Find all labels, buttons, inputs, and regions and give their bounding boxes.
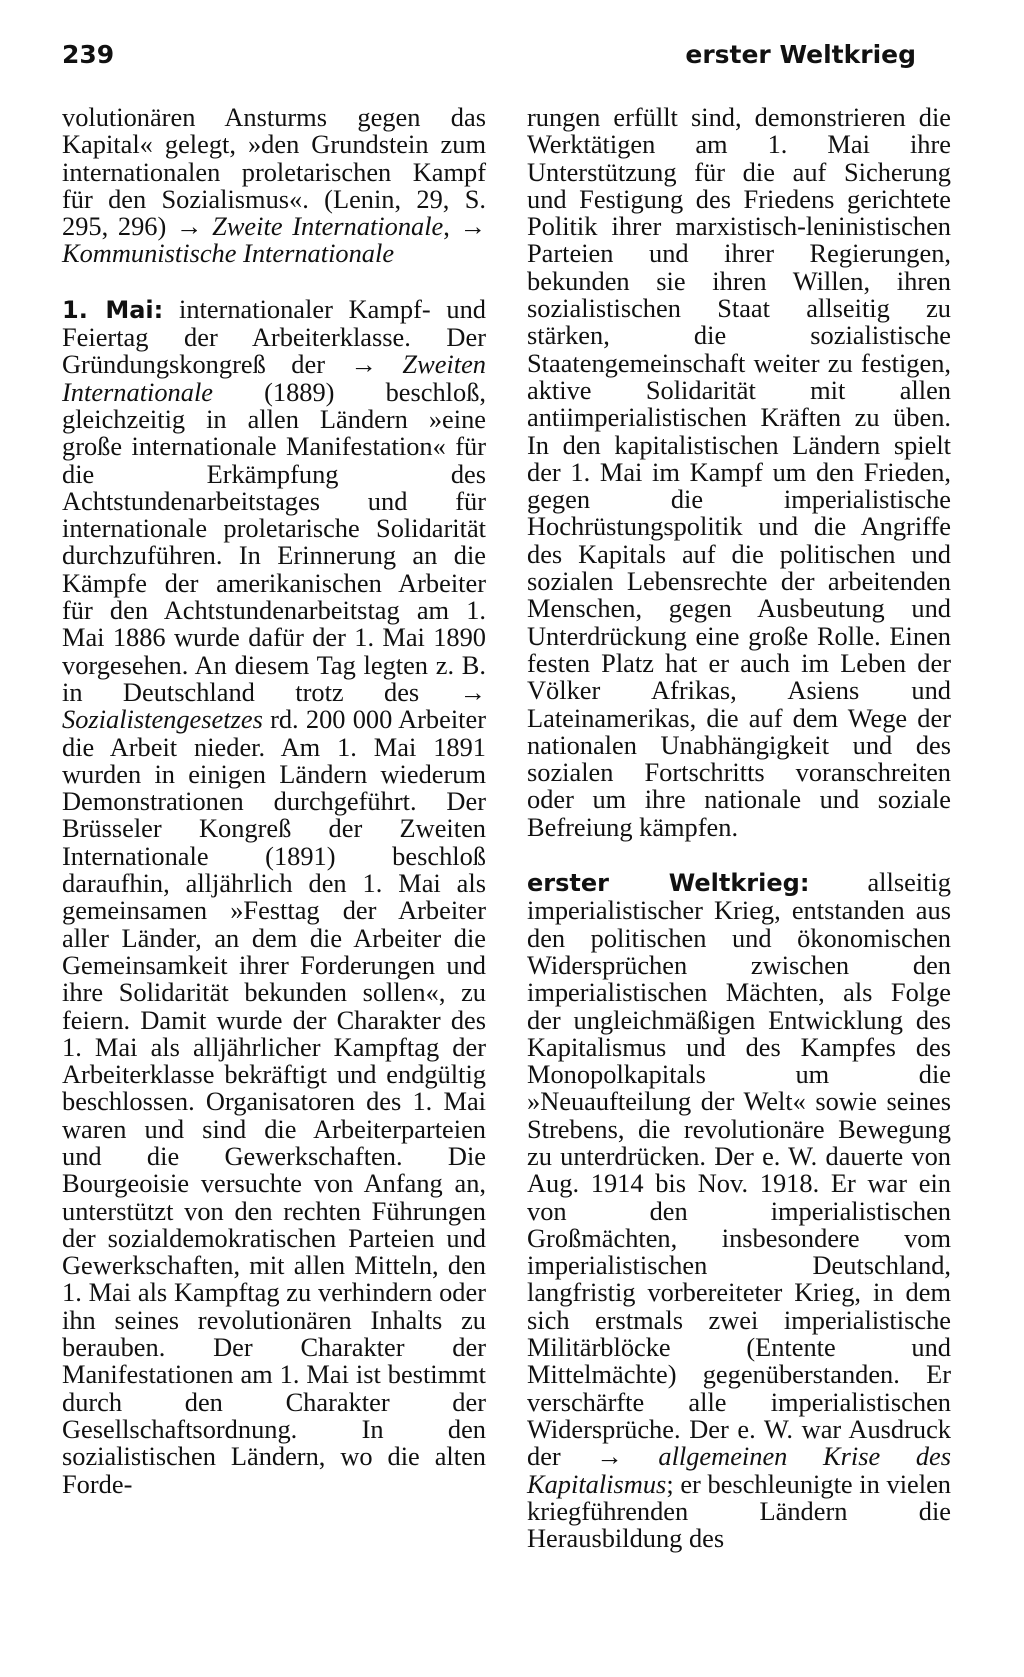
continuation-paragraph: rungen erfüllt sind, demonstrieren die Werktätigen am 1. Mai ihre Unterstützung für die auf Sicherung und Festigung des Friedens gerichtete Politik ihrer marxistisch-leninistischen Parteien und ihrer Regierungen, bekunden sie ihren Willen, ihren sozialistischen Staat allseitig zu stärken, die sozialistische Staatengemeinschaft weiter zu festigen, aktive Solidarität mit allen antiimperialistischen Kräften zu üben. In den kapitalistischen Ländern spielt der 1. Mai im Kampf um den Frieden, gegen die imperialistische Hochrüstungspolitik und die Angriffe des Kapitals auf die politischen und sozialen Lebensrechte der arbeitenden Menschen, gegen Ausbeutung und Unterdrückung eine große Rolle. Einen festen Platz hat er auch im Leben der Völker Afrikas, Asiens und Lateinamerikas, die auf dem Wege der nationalen Unabhängigkeit und des sozialen Fortschritts voranschreiten oder um ihre nationale und soziale Befreiung kämpfen. bbox=[527, 102, 951, 842]
entry-lemma: erster Weltkrieg: bbox=[527, 869, 810, 898]
cross-reference: → allgemeinen Krise des Kapitalismus bbox=[527, 1441, 951, 1499]
entry-lemma: 1. Mai: bbox=[62, 295, 164, 324]
cross-reference: → Kommunistische Internationale bbox=[62, 211, 486, 269]
body-text: ; er beschleunigte in vielen kriegführenden Ländern die Herausbildung des bbox=[527, 1468, 951, 1554]
body-text: allseitig imperialistischer Krieg, entstanden aus den politischen und ökonomischen Widersprüchen zwischen den imperialistischen Mächten, als Folge der ungleichmäßigen Entwicklung des Kapitalismus und des Kampfes des Monopolkapitals um die »Neuaufteilung der Welt« sowie seines Strebens, die revolutionäre Bewegung zu unterdrücken. Der e. W. dauerte von Aug. 1914 bis Nov. 1918. Er war ein von den imperialistischen Großmächten, insbesondere vom imperialistischen Deutschland, langfristig vorbereiteter Krieg, in dem sich erstmals zwei imperialistische Militärblöcke (Entente und Mittelmächte) gegenüberstanden. Er verschärfte alle imperialistischen Widersprüche. Der e. W. war Ausdruck der bbox=[527, 867, 952, 1472]
body-text: volutionären Ansturms gegen das Kapital« gelegt, »den Grundstein zum internationalen proletarischen Kampf für den Sozialismus«. (Lenin, 29, S. 295, 296) bbox=[62, 102, 486, 242]
arrow-icon: → bbox=[459, 211, 486, 242]
arrow-icon: → bbox=[176, 211, 203, 242]
body-text: rd. 200 000 Arbeiter die Arbeit nieder. Am 1. Mai 1891 wurden in einigen Ländern wiederum Demonstrationen durchgeführt. Der Brüsseler Kongreß der Zweiten Internationale (1891) beschloß daraufhin, alljährlich den 1. Mai als gemeinsamen »Festtag der Arbeiter aller Länder, an dem die Arbeiter die Gemeinsamkeit ihrer Forderungen und ihre Solidarität bekunden sollen«, zu feiern. Damit wurde der Charakter des 1. Mai als alljährlicher Kampftag der Arbeiterklasse bekräftigt und endgültig beschlossen. Organisatoren des 1. Mai waren und sind die Arbeiterparteien und die Gewerkschaften. Die Bourgeoisie versuchte von Anfang an, unterstützt von den rechten Führungen der sozialdemokratischen Parteien und Gewerkschaften, mit allen Mitteln, den 1. Mai als Kampftag zu verhindern oder ihn seines revolutionären Inhalts zu berauben. Der Charakter der Manifestationen am 1. Mai ist bestimmt durch den Charakter der Gesellschaftsordnung. In den sozialistischen Ländern, wo die alten Forde- bbox=[62, 704, 486, 1499]
arrow-icon: → bbox=[459, 676, 486, 707]
page-number: 239 bbox=[62, 40, 115, 69]
entry-erster-weltkrieg bbox=[527, 869, 951, 1552]
continuation-paragraph: volutionären Ansturms gegen das Kapital« gelegt, »den Grundstein zum internationalen proletarischen Kampf für den Sozialismus«. (Lenin, 29, S. 295, 296) → Zweite Internationale, → Kommunistische Internationale bbox=[62, 102, 486, 269]
body-text: internationaler Kampf- und Feiertag der Arbeiterklasse. Der Gründungskongreß der bbox=[62, 293, 487, 380]
cross-reference: → Sozialistengesetzes bbox=[62, 676, 486, 735]
body-text: (1889) beschloß, gleichzeitig in allen Ländern »eine große internationale Manifestation« für die Erkämpfung des Achtstundenarbeitstages und für internationale proletarische Solidarität durchzuführen. In Erinnerung an die Kämpfe der amerikanischen Arbeiter für den Achtstundenarbeitstag am 1. Mai 1886 wurde dafür der 1. Mai 1890 vorgesehen. An diesem Tag legten z. B. in Deutschland trotz des bbox=[62, 376, 486, 707]
arrow-icon: → bbox=[596, 1441, 623, 1472]
right-column bbox=[527, 104, 951, 1552]
entry-1-mai bbox=[62, 293, 487, 1499]
running-title: erster Weltkrieg bbox=[685, 40, 916, 69]
cross-reference: → Zweiten Internationale bbox=[62, 349, 486, 407]
left-column bbox=[62, 104, 486, 1498]
arrow-icon: → bbox=[350, 349, 377, 380]
cross-reference: → Zweite Internationale bbox=[176, 211, 444, 242]
